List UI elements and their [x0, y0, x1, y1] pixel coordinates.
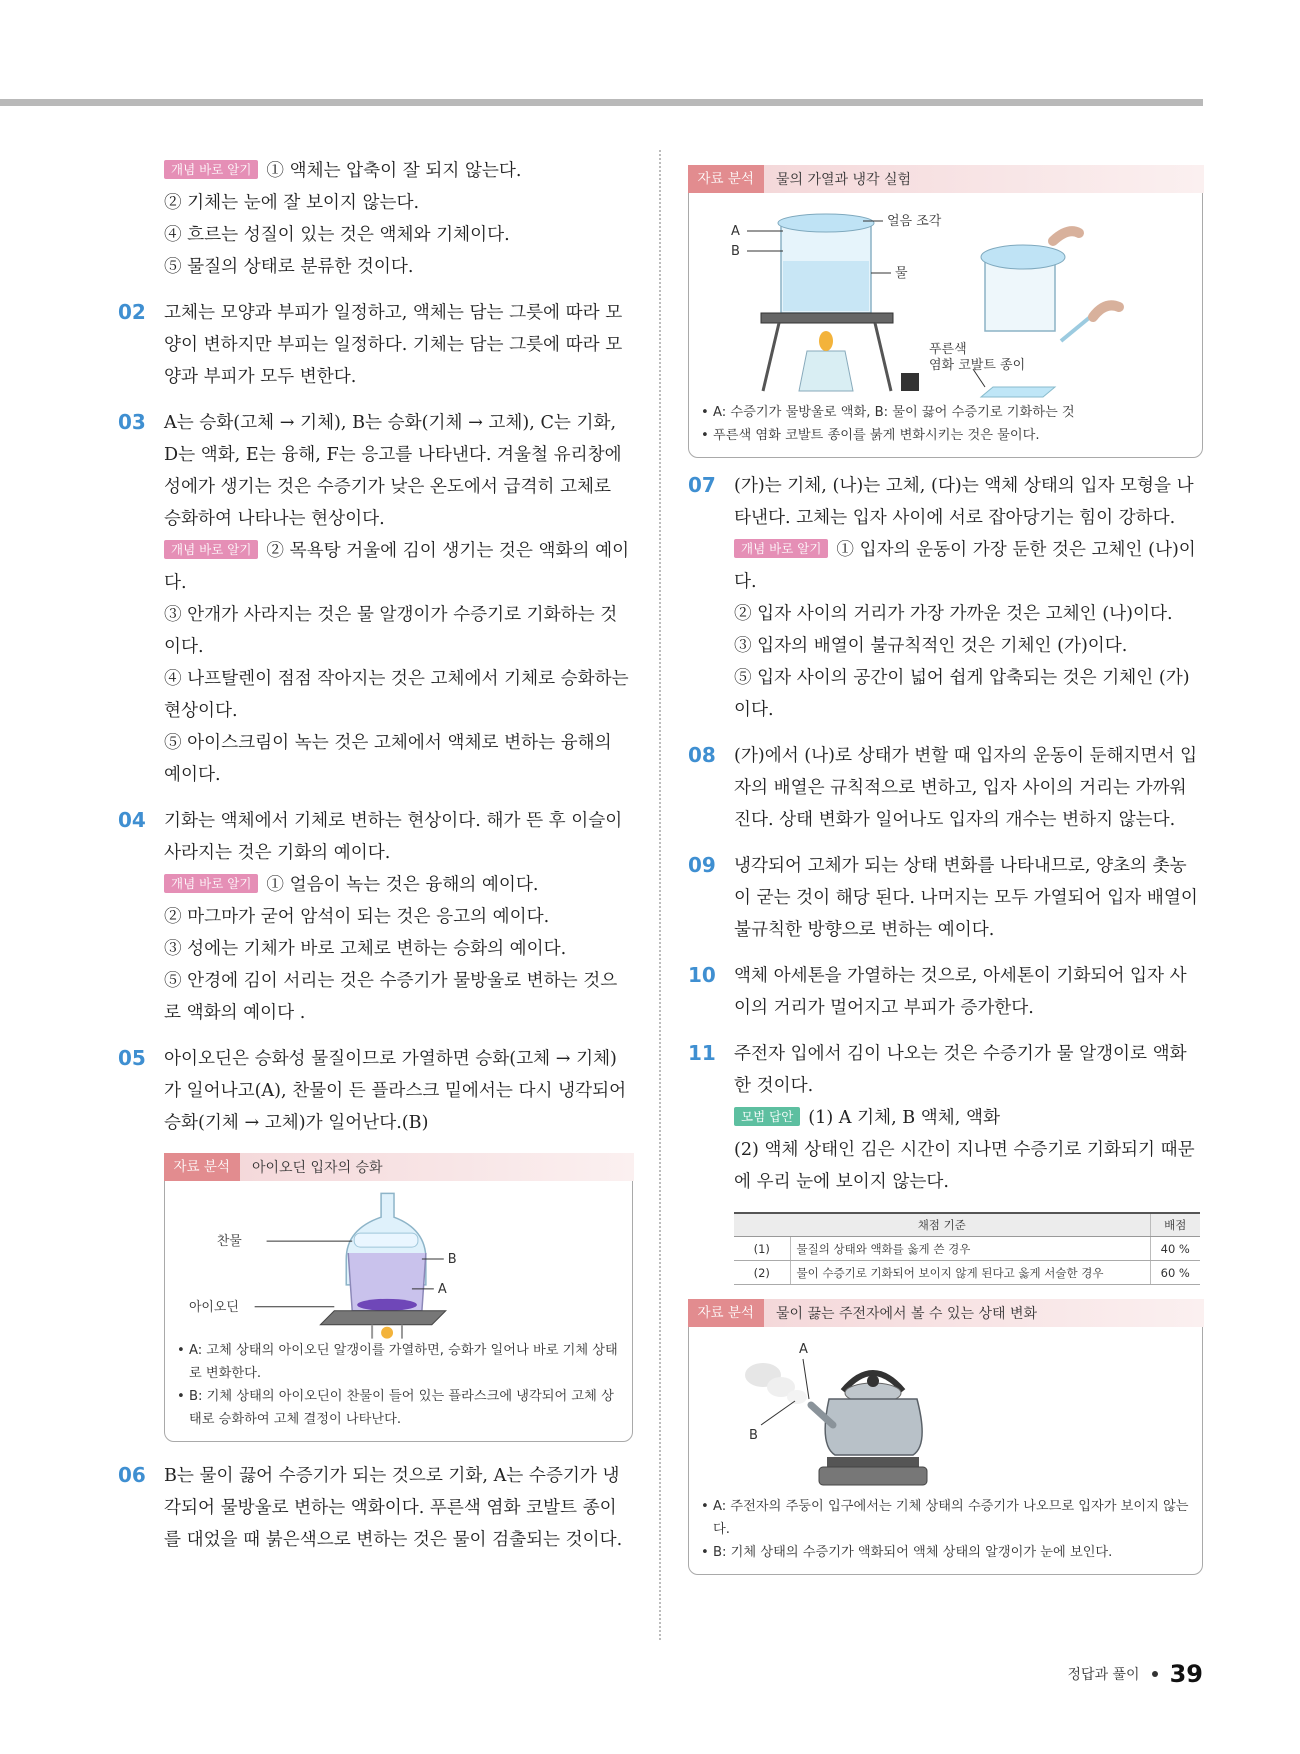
footer-bullet — [1152, 1671, 1158, 1677]
label-ice: 얼음 조각 — [887, 213, 942, 229]
label-water: 물 — [895, 265, 908, 281]
answer-05: 05 아이오딘은 승화성 물질이므로 가열하면 승화(고체 → 기체)가 일어나고(A), 찬물이 든 플라스크 밑에서는 다시 냉각되어 승화(기체 → 고체)가 일어난다.(B) — [118, 1046, 627, 1133]
label-a: A — [437, 1281, 447, 1297]
intro-block: 개념 바로 알기 ① 액체는 압축이 잘 되지 않는다. ② 기체는 눈에 잘 보이지 않는다. ④ 흐르는 성질이 있는 것은 액체와 기체이다. ⑤ 물질의 상태로 분류한 것이다. — [164, 161, 522, 277]
label-a: A — [731, 223, 740, 239]
concept-tag: 개념 바로 알기 — [164, 874, 258, 893]
analysis-tag: 자료 분석 — [688, 1299, 764, 1327]
footer-label: 정답과 풀이 — [1067, 1667, 1140, 1683]
concept-tag: 개념 바로 알기 — [164, 540, 258, 559]
box-title: 물이 끓는 주전자에서 볼 수 있는 상태 변화 — [775, 1305, 1038, 1322]
label-iodine: 아이오딘 — [188, 1299, 239, 1315]
analysis-tag: 자료 분석 — [688, 165, 764, 193]
answer-07: 07 (가)는 기체, (나)는 고체, (다)는 액체 상태의 입자 모형을 나타낸다. 고체는 입자 사이에 서로 잡아당기는 힘이 강하다. 개념 바로 알기 ① 입자의 운동이 가장 둔한 것은 고체인 (나)이다. ② 입자 사이의 거리가 가장 가까운 것은 고체인 (나)이다. ③ 입자의 배열이 불규칙적인 것은 기체인 (가)이다. ⑤ 입자 사이의 공간이 넓어 쉽게 압축되는 것은 기체인 (가)이다. — [688, 472, 1196, 720]
label-b: B — [749, 1427, 758, 1443]
water-heating-analysis-box — [688, 165, 1203, 458]
label-b: B — [731, 243, 740, 259]
answer-04: 04 기화는 액체에서 기체로 변하는 현상이다. 해가 뜬 후 이슬이 사라지는 것은 기화의 예이다. 개념 바로 알기 ① 얼음이 녹는 것은 융해의 예이다. ② 마그마가 굳어 암석이 되는 것은 응고의 예이다. ③ 성에는 기체가 바로 고체로 변하는 승화의 예이다. ⑤ 안경에 김이 서리는 것은 수증기가 물방울로 변하는 것으로 액화의 예이다 . — [118, 808, 623, 1023]
iodine-analysis-box — [164, 1153, 633, 1442]
answer-02: 02 고체는 모양과 부피가 일정하고, 액체는 담는 그릇에 따라 모양이 변하지만 부피는 일정하다. 기체는 담는 그릇에 따라 모양과 부피가 모두 변한다. — [118, 300, 623, 387]
label-paper-1: 푸른색 — [929, 341, 967, 357]
answer-number: 09 — [688, 852, 716, 877]
answer-number: 02 — [118, 300, 146, 324]
table-row: (1) 물질의 상태와 액화를 옳게 쓴 경우 40 % — [734, 1237, 1200, 1261]
answer-11: 11 주전자 입에서 김이 나오는 것은 수증기가 물 알갱이로 액화한 것이다. 모범 답안 (1) A 기체, B 액체, 액화 (2) 액체 상태인 김은 시간이 지나면 수증기로 기화되기 때문에 우리 눈에 보이지 않는다. — [688, 1040, 1195, 1192]
answer-number: 06 — [118, 1462, 146, 1487]
answer-03: 03 A는 승화(고체 → 기체), B는 승화(기체 → 고체), C는 기화, D는 액화, E는 융해, F는 응고를 나타낸다. 겨울철 유리창에 성에가 생기는 것은 수증기가 낮은 온도에서 급격히 고체로 승화하여 나타나는 현상이다. 개념 바로 알기 ② 목욕탕 거울에 김이 생기는 것은 액화의 예이다. ③ 안개가 사라지는 것은 물 알갱이가 수증기로 기화하는 것이다. ④ 나프탈렌이 점점 작아지는 것은 고체에서 기체로 승화하는 현상이다. ⑤ 아이스크림이 녹는 것은 고체에서 액체로 변하는 융해의 예이다. — [118, 410, 630, 785]
table-row: (2) 물이 수증기로 기화되어 보이지 않게 된다고 옳게 서술한 경우 60 % — [734, 1261, 1200, 1285]
right-column — [688, 155, 1203, 1575]
box-title: 물의 가열과 냉각 실험 — [775, 171, 912, 188]
grading-table — [734, 1212, 1200, 1286]
left-column — [118, 155, 633, 1570]
grading-header-score: 배점 — [1150, 1213, 1200, 1237]
answer-number: 10 — [688, 962, 716, 987]
kettle-figure — [701, 1335, 1190, 1495]
model-answer-tag: 모범 답안 — [734, 1107, 800, 1126]
water-heating-figure — [701, 201, 1190, 401]
header-rule — [0, 99, 1203, 106]
answer-number: 08 — [688, 742, 716, 767]
label-cold-water: 찬물 — [216, 1233, 242, 1249]
concept-tag: 개념 바로 알기 — [734, 539, 828, 558]
analysis-tag: 자료 분석 — [164, 1153, 240, 1181]
answer-09: 09 냉각되어 고체가 되는 상태 변화를 나타내므로, 양초의 촛농이 굳는 것이 해당 된다. 나머지는 모두 가열되어 입자 배열이 불규칙한 방향으로 변하는 예이다. — [688, 852, 1198, 940]
answer-number: 03 — [118, 410, 146, 434]
analysis-notes: • A: 주전자의 주둥이 입구에서는 기체 상태의 수증기가 나오므로 입자가 보이지 않는다. • B: 기체 상태의 수증기가 액화되어 액체 상태의 알갱이가 눈에 보인다. — [701, 1495, 1190, 1564]
answer-number: 05 — [118, 1046, 146, 1070]
label-paper-2: 염화 코발트 종이 — [929, 357, 1026, 373]
concept-tag: 개념 바로 알기 — [164, 160, 258, 179]
answer-number: 07 — [688, 472, 716, 497]
answer-06: 06 B는 물이 끓어 수증기가 되는 것으로 기화, A는 수증기가 냉각되어 물방울로 변하는 액화이다. 푸른색 염화 코발트 종이를 대었을 때 붉은색으로 변하는 것은 물이 검출되는 것이다. — [118, 1462, 623, 1550]
grading-header-criterion: 채점 기준 — [734, 1213, 1150, 1237]
column-divider — [659, 150, 661, 1640]
analysis-notes: • A: 수증기가 물방울로 액화, B: 물이 끓어 수증기로 기화하는 것 • 푸른색 염화 코발트 종이를 붉게 변화시키는 것은 물이다. — [701, 401, 1190, 447]
box-title: 아이오딘 입자의 승화 — [251, 1159, 383, 1176]
page-footer — [1068, 1660, 1203, 1688]
kettle-analysis-box — [688, 1299, 1203, 1575]
page-number: 39 — [1169, 1660, 1203, 1688]
analysis-notes: • A: 고체 상태의 아이오딘 알갱이를 가열하면, 승화가 일어나 바로 기체 상태로 변화한다. • B: 기체 상태의 아이오딘이 찬물이 들어 있는 플라스크에 냉각되어 고체 상태로 승화하여 고체 결정이 나타난다. — [177, 1339, 620, 1431]
label-a: A — [799, 1341, 808, 1357]
answer-number: 04 — [118, 808, 146, 832]
iodine-sublimation-figure — [177, 1189, 620, 1339]
answer-08: 08 (가)에서 (나)로 상태가 변할 때 입자의 운동이 둔해지면서 입자의 배열은 규칙적으로 변하고, 입자 사이의 거리는 가까워진다. 상태 변화가 일어나도 입자의 개수는 변하지 않는다. — [688, 742, 1198, 830]
answer-number: 11 — [688, 1040, 716, 1065]
answer-10: 10 액체 아세톤을 가열하는 것으로, 아세톤이 기화되어 입자 사이의 거리가 멀어지고 부피가 증가한다. — [688, 962, 1187, 1018]
label-b: B — [447, 1251, 457, 1267]
